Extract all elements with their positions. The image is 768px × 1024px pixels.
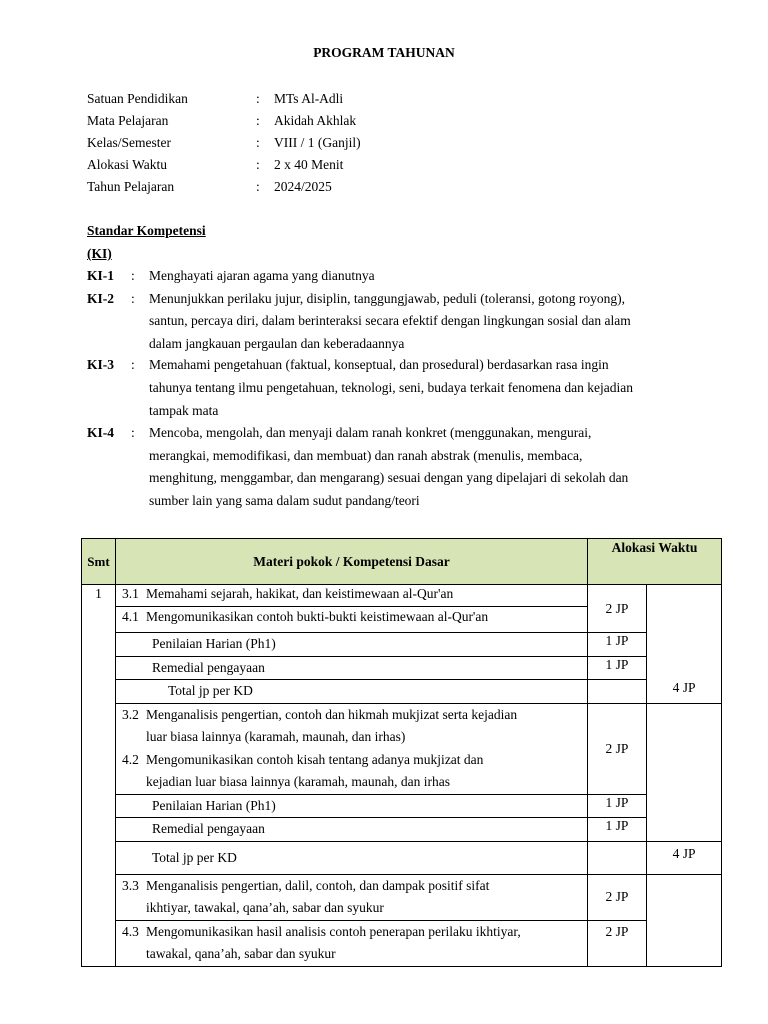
kd-number: 3.1 [122,586,139,601]
remedial-label: Remedial pengayaan [152,659,265,675]
total-row [116,680,588,704]
kd-row [116,703,588,794]
kd-text: Mengomunikasikan contoh kisah tentang adanya mukjizat dan [146,751,484,767]
header-materi: Materi pokok / Kompetensi Dasar [116,539,588,585]
total-label: Total jp per KD [168,683,253,698]
jp-cell-empty [588,680,647,704]
info-colon: : [256,179,260,194]
info-label: Alokasi Waktu [87,157,168,172]
program-table [81,538,722,967]
jp-value: 2 JP [605,600,629,616]
ph-label: Penilaian Harian (Ph1) [152,797,276,813]
sk-heading: Standar Kompetensi [87,223,206,238]
kd-text: Menganalisis pengertian, dalil, contoh, dan dampak positif sifat [146,877,490,893]
jp-cell [588,703,647,794]
kd-text: Memahami sejarah, hakikat, dan keistimewaan al-Qur'an [146,586,454,601]
ki-code: KI-3 [87,357,114,372]
ki-text: tampak mata [149,403,219,418]
ki-colon: : [131,268,135,283]
remedial-row [116,818,588,842]
info-value: 2024/2025 [274,179,332,194]
page-title: PROGRAM TAHUNAN [313,45,455,60]
jp-value: 2 JP [605,923,629,939]
info-value: 2 x 40 Menit [274,157,344,172]
jp-cell [588,920,647,966]
total-cell [647,841,722,874]
kd-text: tawakal, qana’ah, sabar dan syukur [146,946,336,961]
ki-text: Memahami pengetahuan (faktual, konseptual, dan prosedural) berdasarkan rasa ingin [149,357,609,372]
info-label: Satuan Pendidikan [87,91,188,106]
kd-row [116,920,588,966]
ki-text: tahunya tentang ilmu pengetahuan, teknologi, seni, budaya terkait fenomena dan kejadian [149,380,633,395]
info-colon: : [256,157,260,172]
ki-text: menghitung, menggambar, dan mengarang) sesuai dengan yang dipelajari di sekolah dan [149,470,629,485]
info-label: Tahun Pelajaran [87,179,175,194]
ki-colon: : [131,357,135,372]
total-cell-empty [647,585,722,680]
kd-text: ikhtiyar, tawakal, qana’ah, sabar dan syukur [146,900,384,915]
info-colon: : [256,91,260,106]
semester-number: 1 [95,586,102,601]
kd-text: Menganalisis pengertian, contoh dan hikmah mukjizat serta kejadian [146,706,518,722]
info-value: Akidah Akhlak [274,113,357,128]
ph-label: Penilaian Harian (Ph1) [152,636,276,651]
kd-text: Mengomunikasikan hasil analisis contoh penerapan perilaku ikhtiyar, [146,923,521,939]
remedial-label: Remedial pengayaan [152,821,265,836]
jp-cell [588,794,647,818]
kd-row [116,607,588,633]
kd-number: 3.3 [122,877,139,893]
total-value: 4 JP [672,845,696,861]
info-colon: : [256,113,260,128]
jp-value: 1 JP [605,794,629,810]
jp-cell-empty [588,841,647,874]
kd-number: 3.2 [122,706,139,722]
kd-number: 4.1 [122,609,139,624]
header-smt: Smt [82,539,116,585]
info-colon: : [256,135,260,150]
ki-text: Menghayati ajaran agama yang dianutnya [149,268,375,283]
ph-row [116,794,588,818]
total-cell-empty [647,703,722,841]
info-label: Mata Pelajaran [87,113,169,128]
ki-text: merangkai, memodifikasi, dan membuat) dan ranah abstrak (menulis, membaca, [149,448,583,463]
ki-text: sumber lain yang sama dalam sudut pandang/teori [149,493,420,508]
jp-cell [588,874,647,920]
ki-code: KI-2 [87,291,114,306]
kd-row [116,585,588,607]
jp-cell [588,585,647,633]
jp-cell [588,656,647,680]
sk-heading-sub: (KI) [87,246,112,261]
kd-number: 4.3 [122,923,139,939]
jp-value: 1 JP [605,633,629,648]
remedial-row [116,656,588,680]
kd-number: 4.2 [122,751,139,767]
ki-colon: : [131,291,135,306]
ki-code: KI-1 [87,268,114,283]
semester-cell [82,585,116,967]
ki-text: dalam jangkauan pergaulan dan keberadaannya [149,336,405,351]
jp-value: 1 JP [605,818,629,833]
jp-value: 1 JP [605,656,629,672]
jp-value: 2 JP [605,889,629,904]
kd-text: Mengomunikasikan contoh bukti-bukti keistimewaan al-Qur'an [146,609,489,624]
ki-text: santun, percaya diri, dalam berinteraksi secara efektif dengan lingkungan sosial dan alam [149,313,631,328]
total-cell-empty [647,874,722,966]
ki-text: Menunjukkan perilaku jujur, disiplin, tanggungjawab, peduli (toleransi, gotong royong), [149,291,626,306]
info-value: MTs Al-Adli [274,91,344,106]
total-row [116,841,588,874]
ph-row [116,633,588,657]
kd-text: kejadian luar biasa lainnya (karamah, maunah, dan irhas [146,774,451,789]
info-label: Kelas/Semester [87,135,171,150]
jp-cell [588,818,647,842]
total-cell [647,680,722,704]
jp-cell [588,633,647,657]
info-value: VIII / 1 (Ganjil) [274,135,361,150]
ki-code: KI-4 [87,425,114,440]
kd-row [116,874,588,920]
kd-text: luar biasa lainnya (karamah, maunah, dan irhas) [146,729,406,744]
total-value: 4 JP [672,679,696,695]
ki-text: Mencoba, mengolah, dan menyaji dalam ranah konkret (menggunakan, mengurai, [149,425,592,440]
total-label: Total jp per KD [152,849,237,865]
ki-colon: : [131,425,135,440]
header-alokasi: Alokasi Waktu [588,539,722,585]
jp-value: 2 JP [605,740,629,756]
